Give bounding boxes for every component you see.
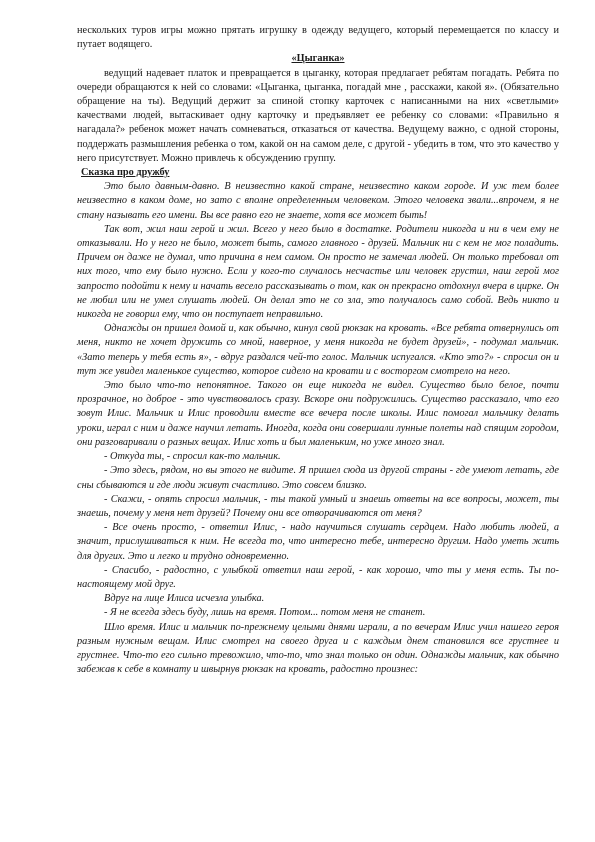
tale-paragraph: Вдруг на лице Илиса исчезла улыбка. (104, 593, 265, 605)
dialogue-line: - Скажи, - опять спросил мальчик, - ты такой умный и знаешь ответы на все вопросы, может, ты знаешь, почему у меня нет друзей? Почему они все отворачиваются от меня? (77, 493, 559, 519)
tale-paragraph: Шло время. Илис и мальчик по-прежнему целыми днями играли, а по вечерам Илис учил нашего героя разным нужным вещам. Илис смотрел на своего друга и с каждым днем становился все грустнее и грустнее. Что-то его сильно тревожило, что-то, что знал только он один. Однажды мальчик, как обычно забежав к себе в комнату и швырнув рюкзак на кровать, радостно произнес: (77, 621, 559, 676)
dialogue-line: - Все очень просто, - ответил Илис, - надо научиться слушать сердцем. Надо любить людей, а значит, прислушиваться к ним. Не всегда то, что интересно тебе, интересно другим. Надо уметь жить для других. Это и легко и трудно одновременно. (77, 522, 559, 562)
dialogue-line: - Спасибо, - радостно, с улыбкой ответил наш герой, - как хорошо, что ты у меня есть. Ты по-настоящему мой друг. (77, 564, 559, 590)
tale-paragraph: Однажды он пришел домой и, как обычно, кинул свой рюкзак на кровать. «Все ребята отвернулись от меня, никто не хочет дружить со мной, наверное, у меня никогда не будет друзей», - подумал мальчик. «Зато теперь у тебя есть я», - вдруг раздался чей-то голос. Мальчик испугался. «Кто это?» - спросил он и тут же увидел маленькое существо, которое сидело на кровати и с восторгом смотрело на него. (77, 323, 559, 377)
dialogue-line: - Это здесь, рядом, но вы этого не видите. Я пришел сюда из другой страны - где умеют летать, где сны сбываются и где люди живут счастливо. Это совсем близко. (77, 465, 559, 491)
intro-paragraph: нескольких туров игры можно прятать игрушку в одежду ведущего, который перемещается по классу и путает водящего. (77, 25, 559, 51)
tale-body (77, 180, 559, 677)
dialogue-line: - Я не всегда здесь буду, лишь на время. Потом... потом меня не станет. (104, 607, 426, 619)
gypsy-paragraph: ведущий надевает платок и превращается в цыганку, которая предлагает ребятам погадать. Ребята по очереди обращаются к ней со словами: «Цыганка, цыганка, погадай мне , расскажи, какой я». (Обязательно обращение на ты). Ведущий держит за спиной стопку карточек с написанными на них «светлыми» качествами людей, вытаскивает одну карточку и предъявляет ее ребенку со словами: «Правильно я нагадала?» ребенок может начать сомневаться, отказаться от качества. Ведущему важно, с одной стороны, поддержать размышления ребенка о том, какой он на самом деле, с другой - убедить в том, что это качество у него присутствует. Можно привлечь к обсуждению группу. (77, 67, 559, 164)
tale-paragraph: Так вот, жил наш герой и жил. Всего у него было в достатке. Родители никогда и ни в чем ему не отказывали. Но у него не было, может быть, самого главного - друзей. Мальчик ни с кем не мог поладить. Причем он даже не думал, что причина в нем самом. Он просто не замечал людей. Он только требовал от них того, что ему было нужно. Если у кого-то случалось несчастье или человек грустил, наш герой мог запросто подойти к нему и начать весело рассказывать о том, как он прекрасно отдохнул вчера в цирке. Он не любил или не умел слушать людей. Он делал это не со зла, это получалось само собой. Ведь никто и никогда не говорил ему, что он поступает неправильно. (77, 223, 559, 321)
tale-paragraph: Это было что-то непонятное. Такого он еще никогда не видел. Существо было белое, почти прозрачное, но доброе - это чувствовалось сразу. Вскоре они подружились. Существо рассказало, что его зовут Илис. Мальчик и Илис проводили вместе все вечера после школы. Илис помогал мальчику делать уроки, играл с ним и даже научил летать. Иногда, когда они совершали лунные полеты над спящим городом, они разговаривали о разных вещах. Илис хоть и был маленьким, но уже много знал. (77, 380, 559, 448)
tale-paragraph: Это было давным-давно. В неизвестно какой стране, неизвестно каком городе. И уж тем более неизвестно в каком доме, но зато с вполне определенным человеком. Этого человека звали...впрочем, я не стану называть его имени. Вы все равно его не знаете, хотя все может быть! (77, 181, 559, 221)
section-title-tale: Сказка про дружбу (81, 167, 170, 179)
document-page (77, 24, 559, 677)
dialogue-line: - Откуда ты, - спросил как-то мальчик. (104, 451, 281, 463)
section-title-gypsy: «Цыганка» (291, 53, 345, 65)
